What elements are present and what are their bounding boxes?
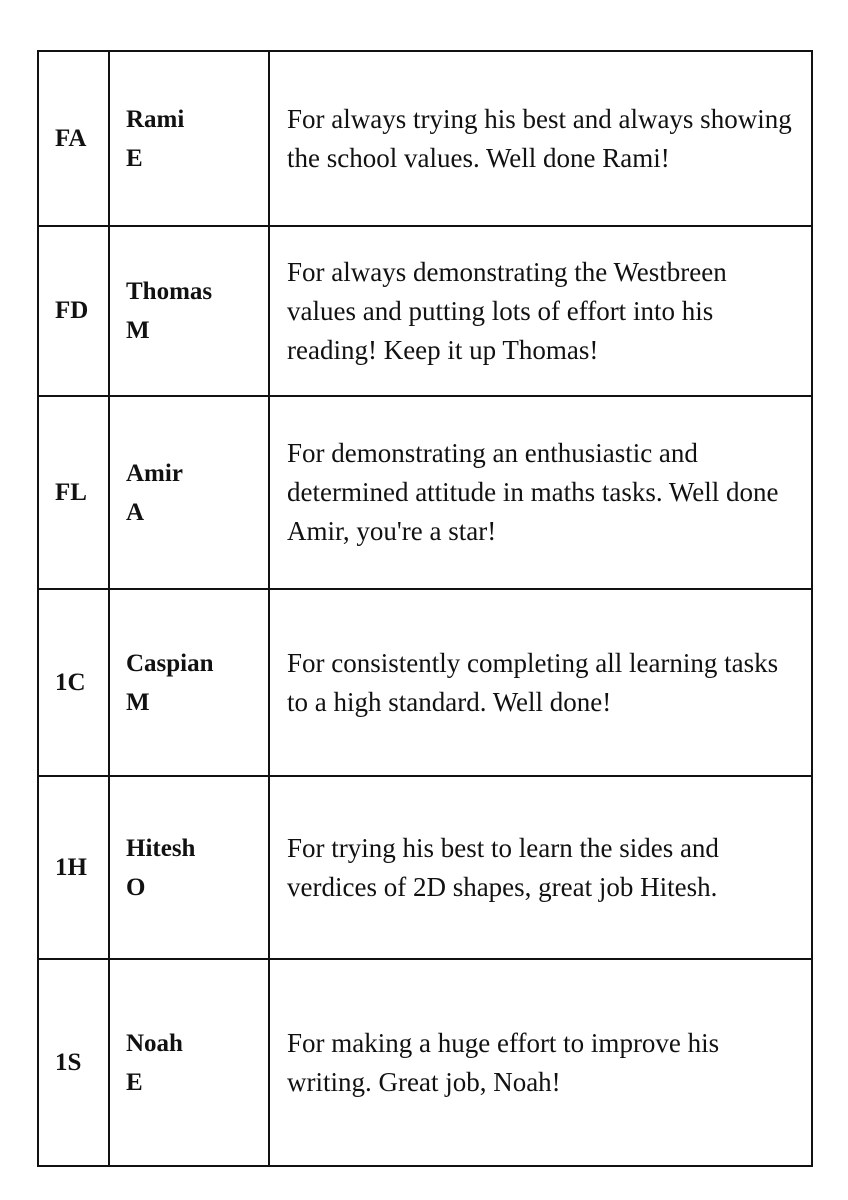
pupil-last-initial: A: [126, 498, 145, 526]
class-code: FD: [38, 226, 109, 396]
pupil-last-initial: E: [126, 144, 143, 172]
award-reason: For trying his best to learn the sides and verdices of 2D shapes, great job Hitesh.: [269, 776, 812, 959]
pupil-first-name: Hitesh: [126, 834, 196, 862]
award-reason: For demonstrating an enthusiastic and determined attitude in maths tasks. Well done Amir, you're a star!: [269, 396, 812, 589]
pupil-name: [109, 396, 269, 589]
award-reason: For always demonstrating the Westbreen values and putting lots of effort into his reading! Keep it up Thomas!: [269, 226, 812, 396]
table-row: [38, 589, 812, 776]
award-reason: For always trying his best and always showing the school values. Well done Rami!: [269, 51, 812, 226]
table-row: [38, 396, 812, 589]
pupil-name: [109, 226, 269, 396]
class-code: 1C: [38, 589, 109, 776]
award-reason: For consistently completing all learning tasks to a high standard. Well done!: [269, 589, 812, 776]
class-code: 1H: [38, 776, 109, 959]
pupil-first-name: Noah: [126, 1029, 183, 1057]
table-row: [38, 959, 812, 1166]
table-row: [38, 51, 812, 226]
pupil-first-name: Caspian: [126, 649, 214, 677]
table-row: [38, 776, 812, 959]
pupil-last-initial: M: [126, 688, 150, 716]
pupil-first-name: Rami: [126, 105, 185, 133]
class-code: FA: [38, 51, 109, 226]
pupil-first-name: Amir: [126, 459, 183, 487]
pupil-name: [109, 589, 269, 776]
pupil-name: [109, 776, 269, 959]
award-reason: For making a huge effort to improve his writing. Great job, Noah!: [269, 959, 812, 1166]
pupil-last-initial: O: [126, 873, 146, 901]
class-code: 1S: [38, 959, 109, 1166]
class-code: FL: [38, 396, 109, 589]
awards-table: [37, 50, 813, 1167]
pupil-name: [109, 51, 269, 226]
pupil-name: [109, 959, 269, 1166]
table-row: [38, 226, 812, 396]
pupil-first-name: Thomas: [126, 278, 213, 305]
pupil-last-initial: E: [126, 1068, 143, 1096]
pupil-last-initial: M: [126, 317, 150, 344]
